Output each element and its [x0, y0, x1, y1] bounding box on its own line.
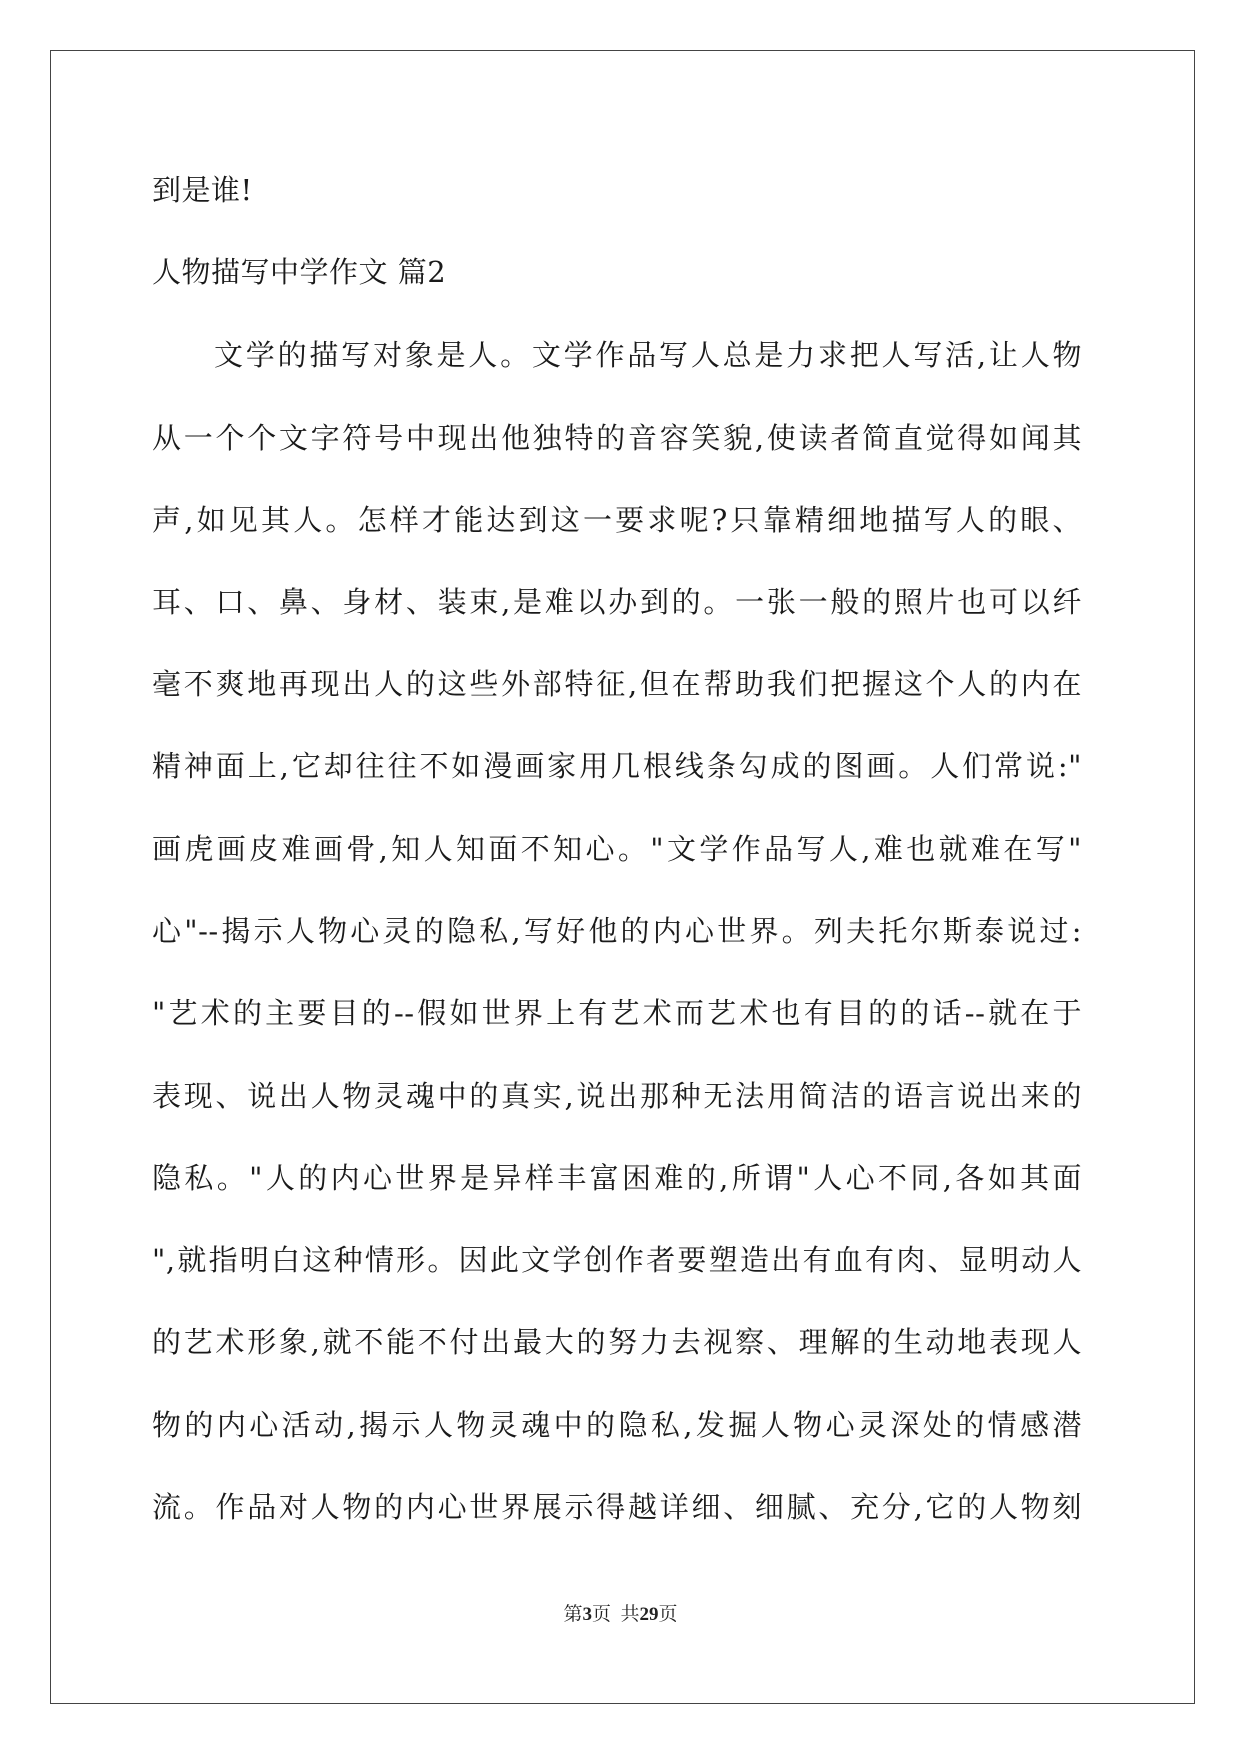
- paragraph-line: "艺术的主要目的--假如世界上有艺术而艺术也有目的的话--就在于: [152, 996, 1082, 1030]
- paragraph-line: 画虎画皮难画骨,知人知面不知心。"文学作品写人,难也就难在写": [152, 832, 1082, 866]
- footer-prefix: 第: [563, 1604, 583, 1625]
- paragraph-line: 表现、说出人物灵魂中的真实,说出那种无法用简洁的语言说出来的: [152, 1079, 1082, 1113]
- footer-middle: 页 共: [591, 1604, 640, 1625]
- paragraph-line: 物的内心活动,揭示人物灵魂中的隐私,发掘人物心灵深处的情感潜: [152, 1408, 1082, 1442]
- footer-suffix: 页: [658, 1604, 678, 1625]
- text-line-continuation: 到是谁!: [152, 173, 253, 207]
- paragraph-line: 精神面上,它却往往不如漫画家用几根线条勾成的图画。人们常说:": [152, 749, 1082, 783]
- paragraph-line: ",就指明白这种情形。因此文学创作者要塑造出有血有肉、显明动人: [152, 1243, 1082, 1277]
- paragraph-line: 毫不爽地再现出人的这些外部特征,但在帮助我们把握这个人的内在: [152, 667, 1082, 701]
- paragraph-line: 隐私。"人的内心世界是异样丰富困难的,所谓"人心不同,各如其面: [152, 1161, 1082, 1195]
- paragraph-line: 从一个个文字符号中现出他独特的音容笑貌,使读者简直觉得如闻其: [152, 421, 1082, 455]
- paragraph-line: 的艺术形象,就不能不付出最大的努力去视察、理解的生动地表现人: [152, 1325, 1082, 1359]
- paragraph-line: 流。作品对人物的内心世界展示得越详细、细腻、充分,它的人物刻: [152, 1490, 1082, 1524]
- page-frame: [50, 50, 1195, 1704]
- paragraph-line: 心"--揭示人物心灵的隐私,写好他的内心世界。列夫托尔斯泰说过:: [152, 914, 1082, 948]
- paragraph-line: 文学的描写对象是人。文学作品写人总是力求把人写活,让人物: [214, 338, 1082, 372]
- paragraph-line: 声,如见其人。怎样才能达到这一要求呢?只靠精细地描写人的眼、: [152, 503, 1082, 537]
- paragraph-line: 耳、口、鼻、身材、装束,是难以办到的。一张一般的照片也可以纤: [152, 585, 1082, 619]
- section-heading: 人物描写中学作文 篇2: [152, 255, 447, 289]
- total-pages-number: 29: [639, 1604, 659, 1625]
- page-footer: [0, 1603, 1241, 1627]
- current-page-number: 3: [582, 1604, 592, 1625]
